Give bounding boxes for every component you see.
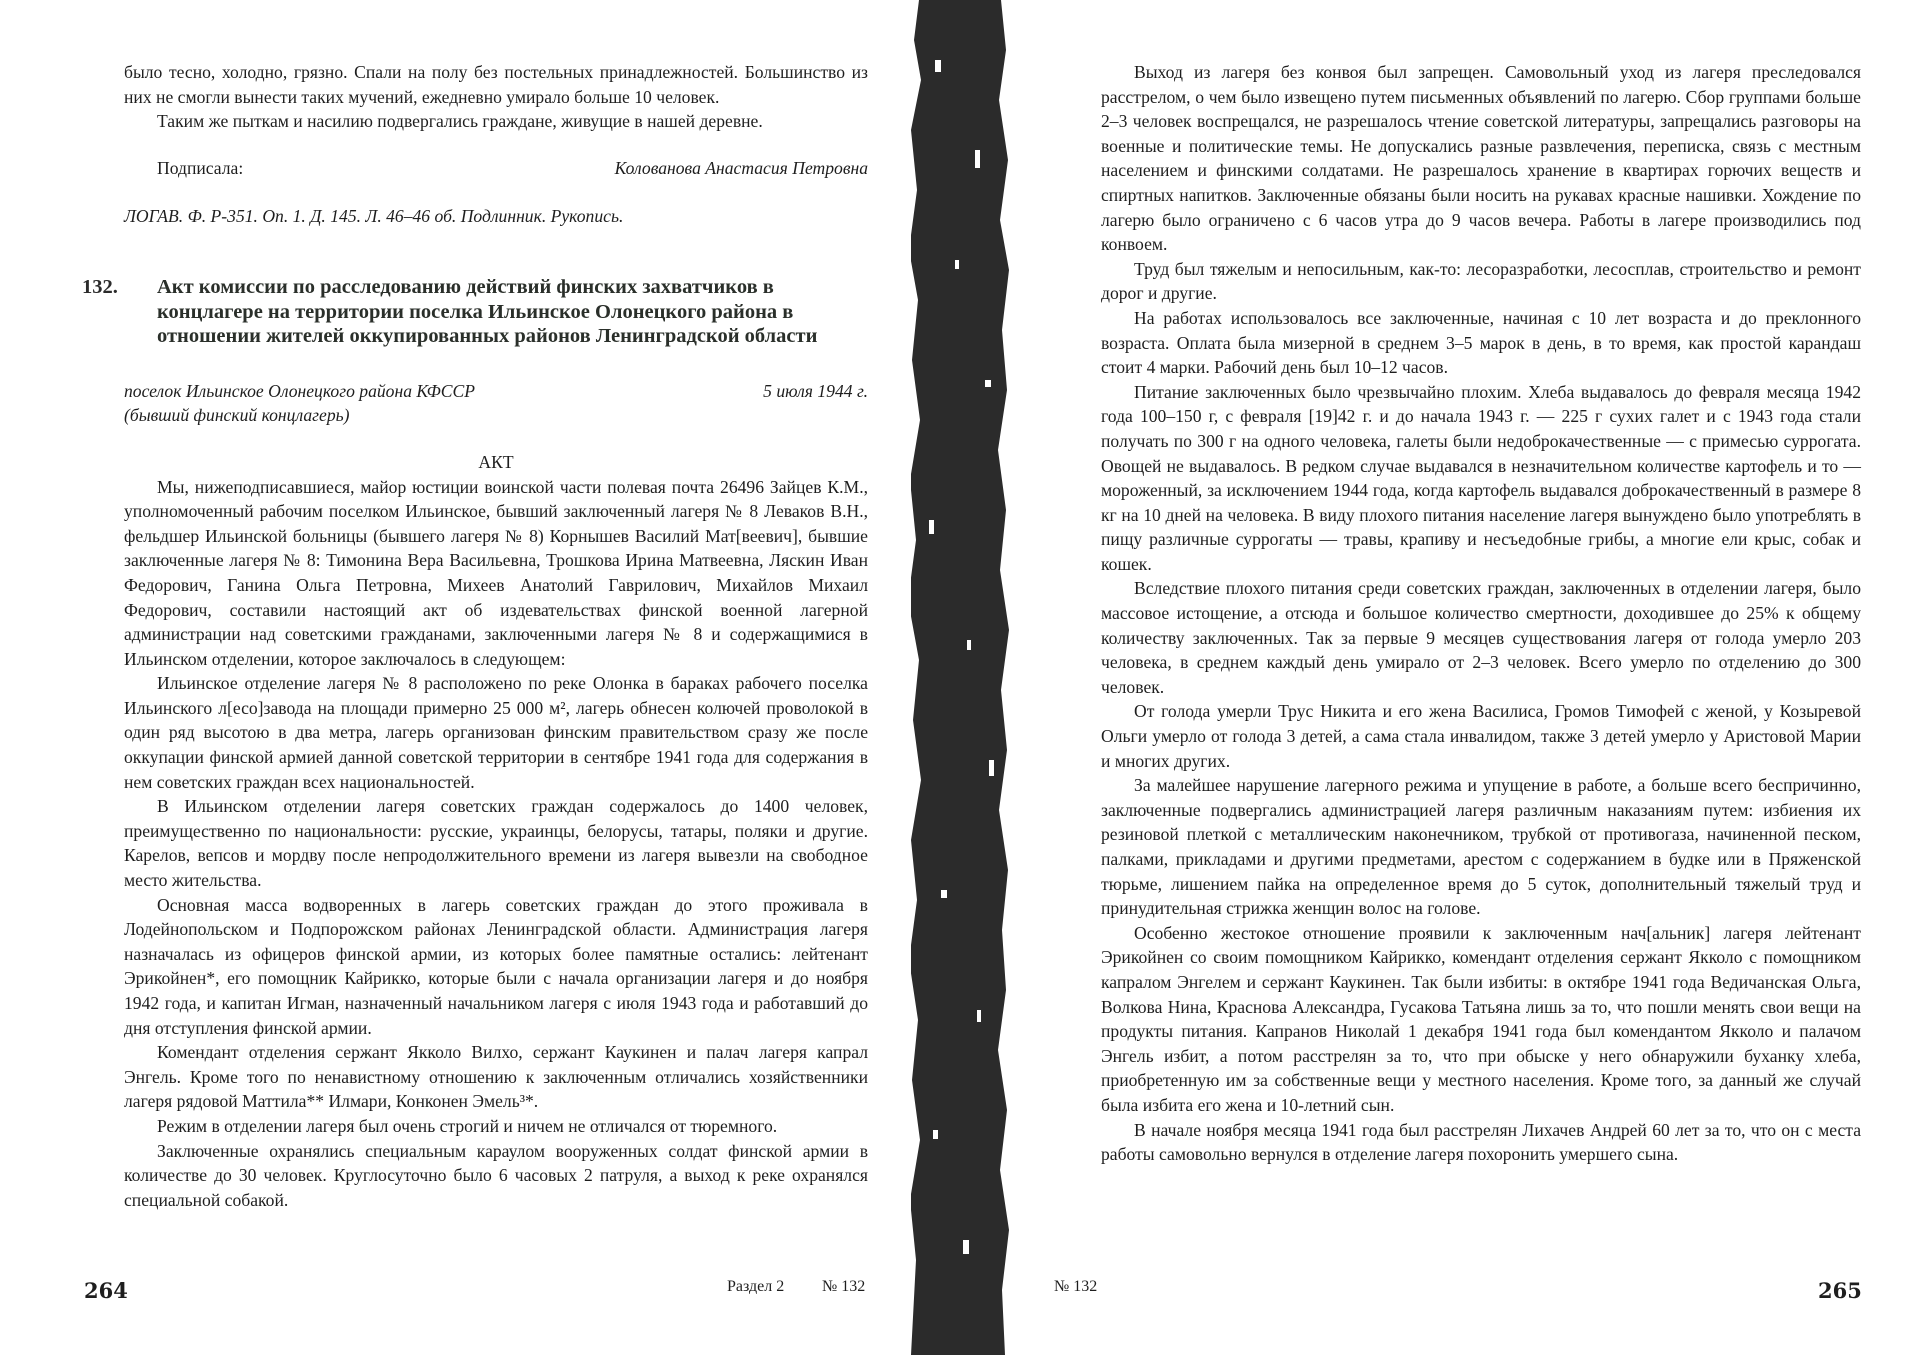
paragraph: Комендант отделения сержант Якколо Вилхо, сержант Каукинен и палач лагеря капрал Энгель. Кроме того по ненавистному отношению к заключенным отличались хозяйственники лагеря рядовой Маттила** Илмари, Конконен Эмель³*. — [124, 1042, 868, 1112]
paragraph: Режим в отделении лагеря был очень строгий и ничем не отличался от тюремного. — [157, 1115, 778, 1136]
paragraph: Питание заключенных было чрезвычайно плохим. Хлеба выдавалось до февраля месяца 1942 года 100–150 г, с февраля [19]42 г. и до начала 1943 г. — 225 г сухих галет и с 1943 года стали получать по 300 г на одного человека, галеты были недоброкачественные — с примесью суррогата. Овощей не выдавалось. В редком случае выдавался в незначительном количестве картофель и то — мороженный, за исключением 1944 года, когда картофель выдавался доброкачественный в размере 8 кг на 10 дней на человека. В виду плохого питания население лагеря вынуждено было употреблять в пищу различные суррогаты — травы, крапиву и несъедобные грибы, а многие ели крыс, собак и кошек. — [1101, 381, 1861, 574]
place-date-block — [124, 379, 868, 428]
paragraph: Выход из лагеря без конвоя был запрещен. Самовольный уход из лагеря преследовался расстрелом, о чем было извещено путем письменных объявлений по лагерю. Сбор группами больше 2–3 человек воспрещался, не разрешалось чтение советской литературы, запрещались разговоры на военные и политические темы. Не допускались разные развлечения, переписка, связь с местным населением и финскими солдатами. Не разрешалось хранение в квартирах горючих веществ и спиртных напитков. Заключенные обязаны были носить на рукавах красные нашивки. Хождение по лагерю было ограничено с 6 часов утра до 9 часов вечера. Работы в лагере производились под конвоем. — [1101, 62, 1861, 255]
archive-reference: ЛОГАВ. Ф. Р-351. Оп. 1. Д. 145. Л. 46–46 об. Подлинник. Рукопись. — [124, 206, 624, 227]
left-running-number: № 132 — [822, 1278, 866, 1295]
paragraph: На работах использовалось все заключенные, начиная с 10 лет возраста и до преклонного возраста. Оплата была мизерной в среднем 3–5 марок в день, в то время, как простой карандаш стоит 4 марки. Рабочий день был 10–12 часов. — [1101, 307, 1861, 378]
left-running-section: Раздел 2 — [727, 1278, 785, 1295]
paragraph: Особенно жестокое отношение проявили к заключенным нач[альник] лагеря лейтенант Эрикойнен со своим помощником Кайрикко, комендант отделения сержант Якколо с помощником капралом Энгелем и сержант Каукинен. Так были избиты: в октябре 1941 года Ведичанская Ольга, Волкова Нина, Краснова Александра, Гусакова Татьяна лишь за то, что пошли менять свои вещи на продукты питания. Капранов Николай 1 декабря 1941 года был комендантом Якколо и палачом Энгель избит, а потом расстрелян за то, что при обыске у него обнаружили буханку хлеба, приобретенную им за собственные вещи у местного населения. Кроме того, за данный же случай была избита его жена и 10-летний сын. — [1101, 922, 1861, 1115]
signature-label: Подписала: — [157, 157, 244, 178]
left-folio: 264 — [84, 1278, 128, 1303]
paragraph: Основная масса водворенных в лагерь советских граждан до этого проживала в Лодейнопольском и Подпорожском районах Ленинградской области. Администрация лагеря назначалась из офицеров финской армии, из которых более памятные остались: лейтенант Эрикойнен*, его помощник Кайрикко, которые были с начала организации лагеря и до ноября 1942 года, и капитан Игман, назначенный начальником лагеря с июля 1943 года и работавший до дня отступления финской армии. — [124, 894, 868, 1038]
paragraph: Вследствие плохого питания среди советских граждан, заключенных в отделении лагеря, было массовое истощение, а отсюда и большое количество смертности, доходившее до 25% к общему количеству заключенных. Так за первые 9 месяцев существования лагеря от голода умерло 203 человека, в среднем каждый день умирало от 2–3 человек. Всего умерло по отделению до 300 человек. — [1101, 578, 1861, 697]
paragraph: Заключенные охранялись специальным караулом вооруженных солдат финской армии в количестве до 30 человек. Круглосуточно было 6 часовых 2 патруля, а выход к реке охранялся специальной собакой. — [124, 1140, 868, 1210]
paragraph: Труд был тяжелым и непосильным, как-то: лесоразработки, лесосплав, строительство и ремонт дорог и другие. — [1101, 258, 1861, 304]
document-date: 5 июля 1944 г. — [763, 380, 868, 401]
right-folio: 265 — [1818, 1278, 1862, 1303]
right-act-paragraphs — [1101, 60, 1861, 1167]
book-gutter-shadow — [905, 0, 1015, 1355]
right-text-column — [1101, 60, 1861, 1167]
paragraph: В Ильинском отделении лагеря советских граждан содержалось до 1400 человек, преимущественно по национальности: русские, украинцы, белорусы, татары, поляки и другие. Карелов, вепсов и мордву после непродолжительного времени из лагеря вывезли на свободное место жительства. — [124, 796, 868, 891]
left-page — [0, 0, 905, 1355]
document-heading — [82, 275, 868, 349]
right-running-number: № 132 — [1054, 1278, 1098, 1295]
paragraph: В начале ноября месяца 1941 года был расстрелян Лихачев Андрей 60 лет за то, что он с места работы самовольно вернулся в отделение лагеря похоронить умершего сына. — [1101, 1119, 1861, 1165]
signature-line — [124, 156, 868, 181]
paragraph: Мы, нижеподписавшиеся, майор юстиции воинской части полевая почта 26496 Зайцев К.М., уполномоченный рабочим поселком Ильинское, бывший заключенный лагеря № 8 Леваков В.Н., фельдшер Ильинской больницы (бывшего лагеря № 8) Корнышев Василий Мат[веевич], бывшие заключенные лагеря № 8: Тимонина Вера Васильевна, Трошкова Ирина Матвеевна, Ляскин Иван Федорович, Ганина Ольга Петровна, Михеев Анатолий Гаврилович, Михайлов Михаил Федорович, составили настоящий акт об издевательствах финской военной лагерной администрации над советскими гражданами, заключенными лагеря № 8 и содержащимися в Ильинском отделении, которое заключалось в следующем: — [124, 476, 868, 669]
paragraph: было тесно, холодно, грязно. Спали на полу без постельных принадлежностей. Большинство из них не смогли вынести таких мучений, ежедневно умирало больше 10 человек. — [124, 62, 868, 107]
document-place: поселок Ильинское Олонецкого района КФССР — [124, 380, 476, 401]
right-page — [1015, 0, 1920, 1355]
place-note: (бывший финский концлагерь) — [124, 405, 350, 426]
document-number: 132. — [82, 275, 118, 298]
paragraph: От голода умерли Трус Никита и его жена Василиса, Громов Тимофей с женой, у Козыревой Ольги умерло от голода 3 детей, а сама стала инвалидом, также 3 детей умерло у Аристовой Марии и многих других. — [1101, 701, 1861, 771]
paragraph: Ильинское отделение лагеря № 8 расположено по реке Олонка в бараках рабочего поселка Ильинского л[есо]завода на площади примерно 25 000 м², лагерь обнесен колючей проволокой в один ряд высотою в два метра, лагерь организован финским правительством сразу же после оккупации финской армией данной советской территории в сентябре 1941 года для содержания в нем советских граждан всех национальностей. — [124, 673, 868, 792]
paragraph: За малейшее нарушение лагерного режима и упущение в работе, а больше всего беспричинно, заключенные подвергались администрацией лагеря различным наказаниям путем: избиения их резиновой плеткой с металлическим наконечником, трубкой от противогаза, начиненной песком, палками, прикладами и другими предметами, арестом с содержанием в будке или в Пряженской тюрьме, лишением пайка на определенное время до 5 суток, дополнительный тяжелый труд и принудительная стрижка женщин волос на голове. — [1101, 775, 1861, 919]
document-title: Акт комиссии по расследованию действий финских захватчиков в концлагере на территории поселка Ильинское Олонецкого района в отношении жителей оккупированных районов Ленинградской области — [157, 275, 818, 348]
signature-name: Колованова Анастасия Петровна — [614, 157, 868, 178]
act-heading: АКТ — [478, 451, 514, 472]
paragraph: Таким же пыткам и насилию подвергались граждане, живущие в нашей деревне. — [157, 111, 763, 132]
left-top-paragraphs — [124, 60, 868, 134]
left-act-paragraphs — [124, 475, 868, 1213]
left-text-column — [82, 60, 868, 1212]
